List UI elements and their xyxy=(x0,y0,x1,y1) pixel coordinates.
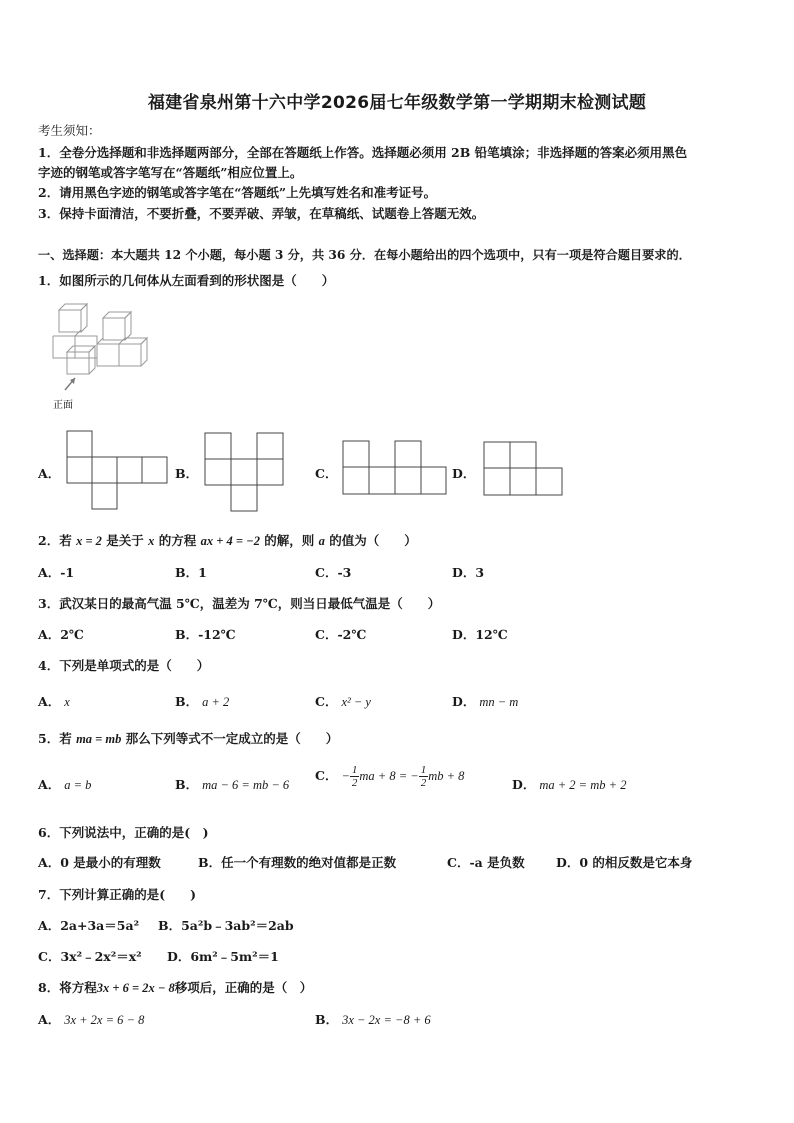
question-2-stem: 2．若 x = 2 是关于 x 的方程 ax + 4 = −2 的解，则 a 的值为（ ） xyxy=(38,533,417,548)
question-3-stem: 3．武汉某日的最高气温 5℃，温差为 7℃，则当日最低气温是（ ） xyxy=(38,596,441,611)
q3-option-b: B．-12℃ xyxy=(175,627,236,642)
question-8-stem: 8．将方程3x + 6 = 2x − 8移项后，正确的是（ ） xyxy=(38,980,313,995)
notice-item-3: 3．保持卡面清洁，不要折叠，不要弄破、弄皱，在草稿纸、试题卷上答题无效。 xyxy=(38,206,485,221)
section-heading: 一、选择题：本大题共 12 个小题，每小题 3 分，共 36 分．在每小题给出的四个选项中，只有一项是符合题目要求的． xyxy=(38,248,691,262)
notice-item-2: 2．请用黑色字迹的钢笔或答字笔在“答题纸”上先填写姓名和准考证号。 xyxy=(38,185,437,200)
q2-option-b: B．1 xyxy=(175,565,207,580)
fraction-half: $\frac{1}{2}$ xyxy=(420,764,427,789)
question-1-stem: 1．如图所示的几何体从左面看到的形状图是（ ） xyxy=(38,273,335,288)
q8-option-a: A． 3x + 2x = 6 − 8 xyxy=(38,1012,145,1027)
q1-option-c-figure xyxy=(342,440,448,496)
notice-item-1-cont: 字迹的钢笔或答字笔写在“答题纸”相应位置上。 xyxy=(38,165,303,180)
q5-option-b: B． ma − 6 = mb − 6 xyxy=(175,777,290,792)
q3-option-d: D．12℃ xyxy=(452,627,508,642)
figure-front-label: 正面 xyxy=(53,400,73,411)
q6-option-d: D．0 的相反数是它本身 xyxy=(556,855,693,870)
question-7-stem: 7．下列计算正确的是( ) xyxy=(38,887,197,902)
question-5-stem: 5．若 ma = mb 那么下列等式不一定成立的是（ ） xyxy=(38,731,339,746)
page-title: 福建省泉州第十六中学2026届七年级数学第一学期期末检测试题 xyxy=(147,93,647,113)
q1-option-b-figure xyxy=(204,432,284,514)
q5-option-a: A． a = b xyxy=(38,777,92,792)
q1-option-d-figure xyxy=(483,441,565,497)
fraction-half: $\frac{1}{2}$ xyxy=(351,764,358,789)
q6-option-a: A．0 是最小的有理数 xyxy=(38,855,161,870)
q1-option-d-label: D． xyxy=(452,466,476,481)
q3-option-a: A．2℃ xyxy=(38,627,84,642)
q5-option-c: C． − $\frac{1}{2}$ ma + 8 = − $\frac{1}{2}$ mb + 8 xyxy=(315,764,465,789)
cube-solid-figure xyxy=(45,300,170,415)
q6-option-c: C．-a 是负数 xyxy=(447,855,525,870)
q2-option-c: C．-3 xyxy=(315,565,352,580)
q5-option-d: D． ma + 2 = mb + 2 xyxy=(512,777,627,792)
q7-option-b: B．5a²b﹣3ab²＝2ab xyxy=(158,918,294,933)
q2-option-a: A．-1 xyxy=(38,565,75,580)
q4-option-c: C． x² − y xyxy=(315,694,371,709)
q1-option-a-figure xyxy=(66,430,170,510)
q8-option-b: B． 3x − 2x = −8 + 6 xyxy=(315,1012,431,1027)
q1-option-a-label: A． xyxy=(38,466,61,481)
q7-option-a: A．2a+3a＝5a² xyxy=(38,918,140,933)
q6-option-b: B．任一个有理数的绝对值都是正数 xyxy=(198,855,397,870)
notice-item-1: 1．全卷分选择题和非选择题两部分，全部在答题纸上作答。选择题必须用 2B 铅笔填涂；非选择题的答案必须用黑色 xyxy=(38,145,688,160)
q3-option-c: C．-2℃ xyxy=(315,627,367,642)
q4-option-a: A． x xyxy=(38,694,70,709)
q1-option-b-label: B． xyxy=(175,466,199,481)
question-6-stem: 6．下列说法中，正确的是( ) xyxy=(38,825,209,840)
q7-option-c: C．3x²﹣2x²＝x² xyxy=(38,949,142,964)
q1-option-c-label: C． xyxy=(315,466,338,481)
question-4-stem: 4．下列是单项式的是（ ） xyxy=(38,658,210,673)
q2-option-d: D．3 xyxy=(452,565,485,580)
q7-option-d: D．6m²﹣5m²＝1 xyxy=(167,949,279,964)
q4-option-b: B． a + 2 xyxy=(175,694,230,709)
notice-heading: 考生须知： xyxy=(38,123,101,138)
q4-option-d: D． mn − m xyxy=(452,694,519,709)
